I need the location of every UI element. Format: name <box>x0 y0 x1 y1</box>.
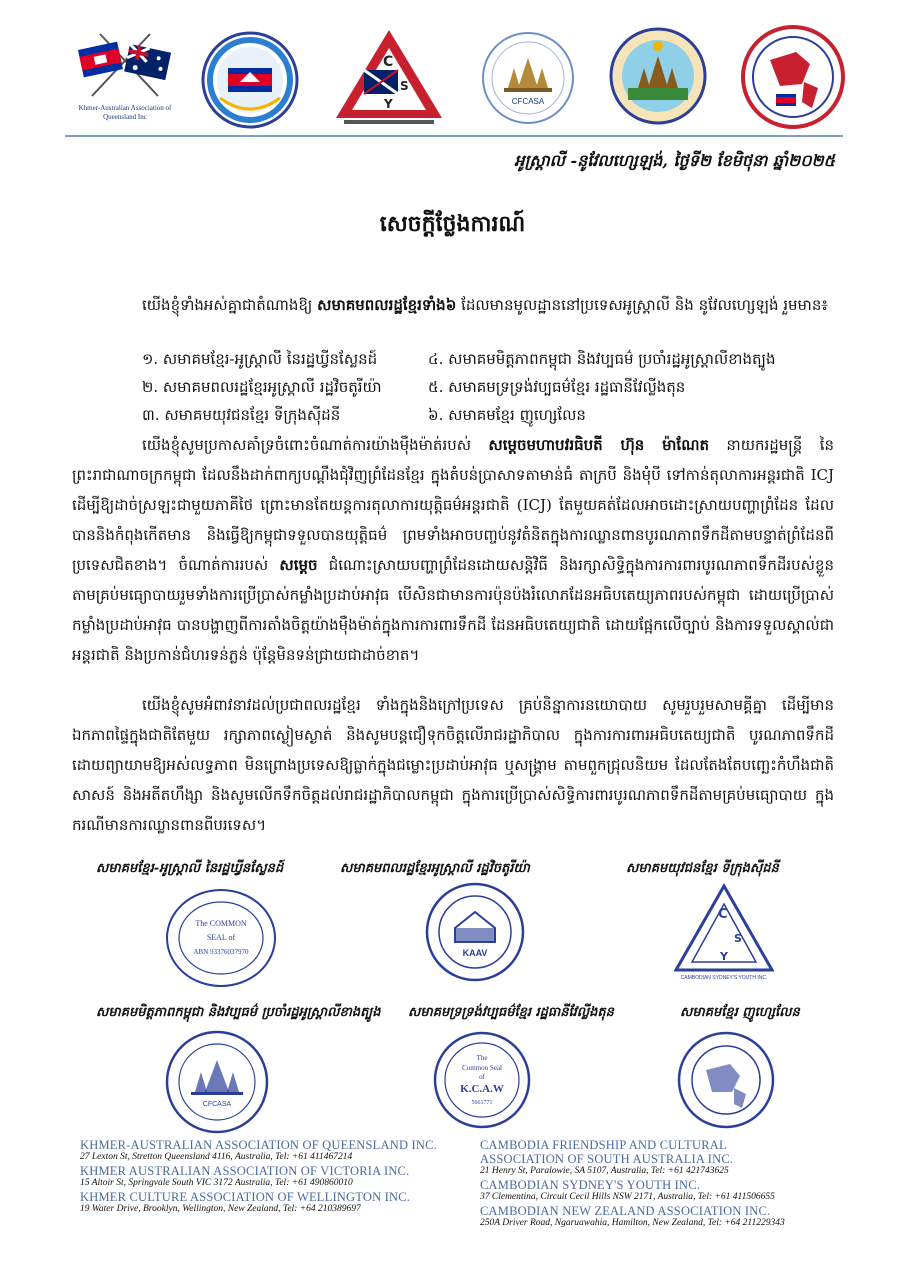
org-name-line2: ASSOCIATION OF SOUTH AUSTRALIA INC. <box>480 1152 734 1166</box>
svg-text:ABN 93376037970: ABN 93376037970 <box>193 948 249 956</box>
cambodian-new-zealand-association-logo <box>740 24 846 130</box>
footer-right-column <box>480 1138 870 1230</box>
support-text-b: នាយករដ្ឋមន្ត្រី នៃព្រះរាជាណាចក្រកម្ពុជា ដែលនឹងដាក់ពាក្យបណ្តឹងជុំវិញព្រំដែនខ្មែរ ក្នុងតំបន់ប្រាសាទតាមាន់ធំ តាក្របី និងមុំបី ទៅកាន់តុលាការអន្តរជាតិ ICJ ដើម្បីឱ្យដាច់ស្រឡះជាមួយភាគីថៃ ព្រោះមានតែយន្តការតុលាការយុត្តិធម៌អន្តរជាតិ (ICJ) តែមួយគត់ដែលអាចដោះស្រាយបញ្ហាព្រំដែន ដែលបាននិងកំពុងកើតមាន និងធ្វើឱ្យកម្ពុជាទទួលបានយុត្តិធម៌ ព្រមទាំងអាចបញ្ចប់នូវតំនិតក្នុងការឈ្លានពានបូរណភាពទឹកដីតាមបន្ទាត់ព្រំដែនពីប្រទេសជិតខាង។ ចំណាត់ការរបស់ <box>72 436 834 574</box>
intro-text-a: យើងខ្ញុំទាំងអស់គ្នាជាតំណាងឱ្យ <box>142 296 313 314</box>
khmer-culture-association-wellington-logo <box>608 26 708 126</box>
seal-kaav <box>425 882 525 986</box>
org-name: CAMBODIAN NEW ZEALAND ASSOCIATION INC. <box>480 1204 771 1218</box>
seal-kaaq <box>165 888 277 992</box>
member-list <box>142 345 842 429</box>
seal-label: សមាគមខ្មែរ-អូស្ត្រាលី នៃរដ្ឋឃ្វីនស្លែនដ៍ <box>96 861 284 876</box>
org-address: 19 Water Drive, Brooklyn, Wellington, New Zealand, Tel: +64 210389697 <box>80 1204 361 1214</box>
intro-text-b: ដែលមានមូលដ្ឋាននៅប្រទេសអូស្ត្រាលី និង នូវែលហ្សេឡង់ រួមមាន៖ <box>461 296 828 314</box>
list-item: ៤. សមាគមមិត្តភាពកម្ពុជា និងវប្បធម៌ ប្រចាំរដ្ឋអូស្ត្រាលីខាងត្បូង <box>428 350 776 368</box>
org-name: KHMER AUSTRALIAN ASSOCIATION OF VICTORIA INC. <box>80 1164 410 1178</box>
support-paragraph <box>72 430 834 670</box>
org-address: 27 Lexton St, Stretton Queensland 4116, Australia, Tel: +61 411467214 <box>80 1152 353 1162</box>
org-address: 250A Driver Road, Ngaruawahia, Hamilton, New Zealand, Tel: +64 211229343 <box>480 1218 785 1228</box>
org-address: 37 Clementina, Circuit Cecil Hills NSW 2171, Australia, Tel: +61 411506655 <box>480 1192 775 1202</box>
svg-text:C: C <box>718 907 728 922</box>
seal-cfcasa <box>165 1030 269 1138</box>
seal-csy <box>672 882 776 986</box>
footer-left-column <box>80 1138 470 1216</box>
org-address: 15 Altoir St, Springvale South VIC 3172 Australia, Tel: +61 490860010 <box>80 1178 353 1188</box>
svg-text:K.C.A.W: K.C.A.W <box>460 1083 504 1095</box>
cambodian-sydneys-youth-logo <box>334 28 444 126</box>
seal-label: សមាគមមិត្តភាពកម្ពុជា និងវប្បធម៌ ប្រចាំរដ្ឋអូស្ត្រាលីខាងត្បូង <box>96 1005 381 1020</box>
list-item: ៣. សមាគមយុវជនខ្មែរ ទីក្រុងស៊ីដនី <box>142 406 341 424</box>
svg-text:5661771: 5661771 <box>471 1100 493 1106</box>
cfcasa-text: CFCASA <box>511 97 545 106</box>
svg-text:of: of <box>479 1073 485 1081</box>
footer <box>80 1138 850 1273</box>
list-item: ៦. សមាគមខ្មែរ ញូហ្សេលែន <box>428 406 586 424</box>
svg-text:KAAV: KAAV <box>462 948 488 958</box>
org-address: 21 Henry St, Paralowie, SA 5107, Australia, Tel: +61 421743625 <box>480 1166 729 1176</box>
seal-label: សមាគមខ្មែរ ញូហ្សេលែន <box>680 1005 800 1020</box>
support-text-c: ជំណោះស្រាយបញ្ហាព្រំដែនដោយសន្តិវិធី និងរក្សាសិទ្ធិក្នុងការការពារបូរណភាពទឹកដីរបស់ខ្លួន តាមគ្រប់មធ្យោបាយរួមទាំងការប្រើប្រាស់កម្លាំងប្រដាប់អាវុធ បើសិនជាមានការប៉ុនប៉ងរំលោភដែនអធិបតេយ្យភាពរបស់កម្ពុជា ដោយប្រើប្រាស់កម្លាំងប្រដាប់អាវុធ បានបង្ហាញពីការតាំងចិត្តយ៉ាងម៉ឺងម៉ាត់ក្នុងការការពារទឹកដី ដែនអធិបតេយ្យជាតិ ដោយផ្អែកលើច្បាប់ និងការទទួលស្គាល់ជាអន្តរជាតិ និងប្រកាន់ជំហរទន់ភ្លន់ ប៉ុន្តែមិនទន់ជ្រាយជាដាច់ខាត។ <box>72 556 834 664</box>
cfcasa-logo <box>480 30 576 126</box>
seal-cnza <box>676 1030 776 1134</box>
logo-caption: Khmer-Australian Association of Queensland Inc <box>78 104 172 121</box>
intro-paragraph <box>72 290 834 320</box>
support-bold-name: សម្តេចមហាបវរធិបតី ហ៊ុន ម៉ាណែត <box>488 436 710 454</box>
svg-text:SEAL of: SEAL of <box>206 933 236 942</box>
svg-text:Common Seal: Common Seal <box>462 1064 502 1072</box>
svg-text:Y: Y <box>384 97 393 111</box>
seal-label: សមាគមពលរដ្ឋខ្មែរអូស្ត្រាលី រដ្ឋវិចតូរីយ៉ា <box>340 861 530 876</box>
support-text-a: យើងខ្ញុំសូមប្រកាសគាំទ្រចំពោះចំណាត់ការយ៉ាងម៉ឺងម៉ាត់របស់ <box>142 436 472 454</box>
svg-text:C: C <box>383 54 394 70</box>
khmer-australian-association-queensland-logo <box>70 26 180 121</box>
list-item: ១. សមាគមខ្មែរ-អូស្ត្រាលី នៃរដ្ឋឃ្វីនស្លែនដ៍ <box>142 350 378 368</box>
svg-text:CFCASA: CFCASA <box>202 1101 232 1108</box>
svg-text:The: The <box>476 1054 488 1062</box>
list-item: ៥. សមាគមទ្រទ្រង់វប្បធម៌ខ្មែរ រដ្ឋធានីវែល្លីងតុន <box>428 378 686 396</box>
svg-text:CAMBODIAN SYDNEY'S YOUTH INC.: CAMBODIAN SYDNEY'S YOUTH INC. <box>680 975 768 981</box>
appeal-paragraph: យើងខ្ញុំសូមអំពាវនាវដល់ប្រជាពលរដ្ឋខ្មែរ ទាំងក្នុងនិងក្រៅប្រទេស គ្រប់និន្នាការនយោបាយ សូមរួបរួមសាមគ្គីគ្នា ដើម្បីមានឯកភាពផ្ទៃក្នុងជាតិតែមួយ រក្សាភាពស្ងៀមស្ងាត់ និងសូមបន្តជឿទុកចិត្តលើរាជរដ្ឋាភិបាល ក្នុងការការពារអធិបតេយ្យជាតិ បូរណភាពទឹកដី ដោយព្យាយាមឱ្យអស់លទ្ធភាព មិនព្រោងប្រទេសឱ្យធ្លាក់ក្នុងជម្លោះប្រដាប់អាវុធ ឬសង្គ្រាម តាមពួកជ្រុលនិយម ដែលតែងតែបញ្ឆេះកំហឹងជាតិសាសន៍ និងអតីតហឹង្សា និងសូមលើកទឹកចិត្តដល់រាជរដ្ឋាភិបាលកម្ពុជា ក្នុងការប្រើប្រាស់សិទ្ធិការពារបូរណភាពទឹកដីតាមគ្រប់មធ្យោបាយ ក្នុងករណីមានការឈ្លានពានពីបរទេស។ <box>72 696 834 834</box>
support-bold-title: សម្តេច <box>279 556 318 574</box>
svg-text:S: S <box>400 79 409 93</box>
logo-header <box>60 20 850 130</box>
svg-text:Y: Y <box>720 950 728 963</box>
seal-kcaw <box>432 1030 532 1134</box>
org-name: CAMBODIAN SYDNEY'S YOUTH INC. <box>480 1178 701 1192</box>
seal-label: សមាគមយុវជនខ្មែរ ទីក្រុងស៊ីដនី <box>626 861 779 876</box>
svg-text:S: S <box>734 932 742 945</box>
intro-bold-text: សមាគមពលរដ្ឋខ្មែរទាំង៦ <box>317 296 457 314</box>
org-name: KHMER CULTURE ASSOCIATION OF WELLINGTON INC. <box>80 1190 411 1204</box>
org-name: KHMER-AUSTRALIAN ASSOCIATION OF QUEENSLAND INC. <box>80 1138 437 1152</box>
document-title: សេចក្តីថ្លែងការណ៍ <box>379 211 526 237</box>
svg-text:The COMMON: The COMMON <box>195 919 247 928</box>
header-divider <box>65 135 843 137</box>
org-name: CAMBODIA FRIENDSHIP AND CULTURAL <box>480 1138 727 1152</box>
list-item: ២. សមាគមពលរដ្ឋខ្មែរអូស្ត្រាលី រដ្ឋវិចតូរីយ៉ា <box>142 378 382 396</box>
seal-label: សមាគមទ្រទ្រង់វប្បធម៌ខ្មែរ រដ្ឋធានីវែល្លីងតុន <box>408 1005 614 1020</box>
khmer-australian-association-victoria-logo <box>200 30 300 130</box>
date-line: អូស្ត្រាលី -នូវែលហ្សេឡង់, ថ្ងៃទី២ ខែមិថុនា ឆ្នាំ២០២៥ <box>514 151 835 170</box>
